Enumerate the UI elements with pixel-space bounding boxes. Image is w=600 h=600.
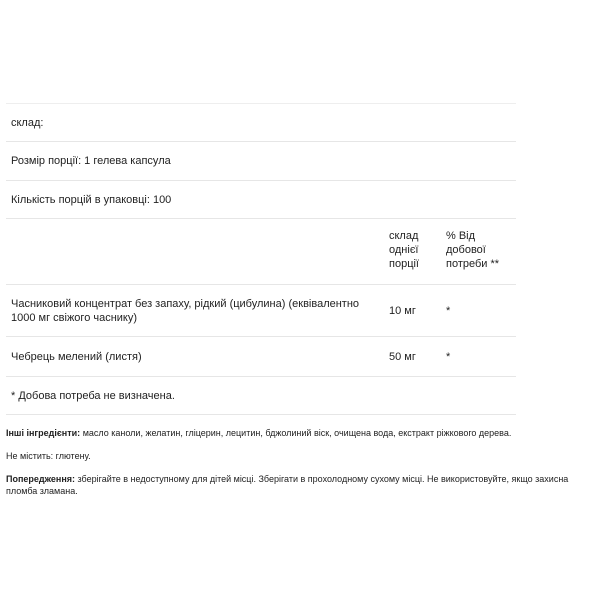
warning (6, 473, 586, 497)
composition-label: склад: (11, 116, 44, 129)
serving-size-row (6, 141, 516, 180)
composition-row (6, 103, 516, 141)
serving-size: Розмір порції: 1 гелева капсула (11, 155, 171, 167)
ingredient-name: Чебрець мелений (листя) (11, 350, 142, 363)
gluten-note (6, 450, 586, 462)
warning-text: зберігайте в недоступному для дітей місці. Зберігати в прохолодному сухому місці. Не використовуйте, якщо захисна пломба зламана. (6, 474, 569, 496)
footnote-row (6, 376, 516, 415)
warning-label: Попередження: (6, 474, 76, 484)
table-row (6, 284, 516, 336)
notes-section (6, 427, 586, 508)
other-ingredients (6, 427, 586, 439)
daily-value-header: % Від добової потреби ** (446, 230, 500, 270)
ingredient-amount: 50 мг (389, 350, 416, 363)
servings-per-container-row (6, 180, 516, 218)
ingredient-name: Часниковий концентрат без запаху, рідкий (цибулина) (еквівалентно 1000 мг свіжого часнику) (11, 297, 360, 324)
table-row (6, 336, 516, 376)
amount-header: склад однієї порції (389, 230, 419, 270)
table-header-row (6, 218, 516, 284)
footnote: * Добова потреба не визначена. (11, 389, 175, 402)
other-ingredients-label: Інші інгредієнти: (6, 428, 81, 438)
servings-per-container: Кількість порцій в упаковці: 100 (11, 193, 172, 206)
other-ingredients-text: масло каноли, желатин, гліцерин, лецитин, бджолиний віск, очищена вода, екстракт ріжкового дерева. (82, 428, 512, 438)
supplement-facts-table (6, 103, 516, 415)
ingredient-daily-value: * (446, 350, 451, 363)
ingredient-daily-value: * (446, 304, 451, 317)
gluten-text: Не містить: глютену. (6, 451, 91, 461)
ingredient-amount: 10 мг (389, 304, 416, 317)
